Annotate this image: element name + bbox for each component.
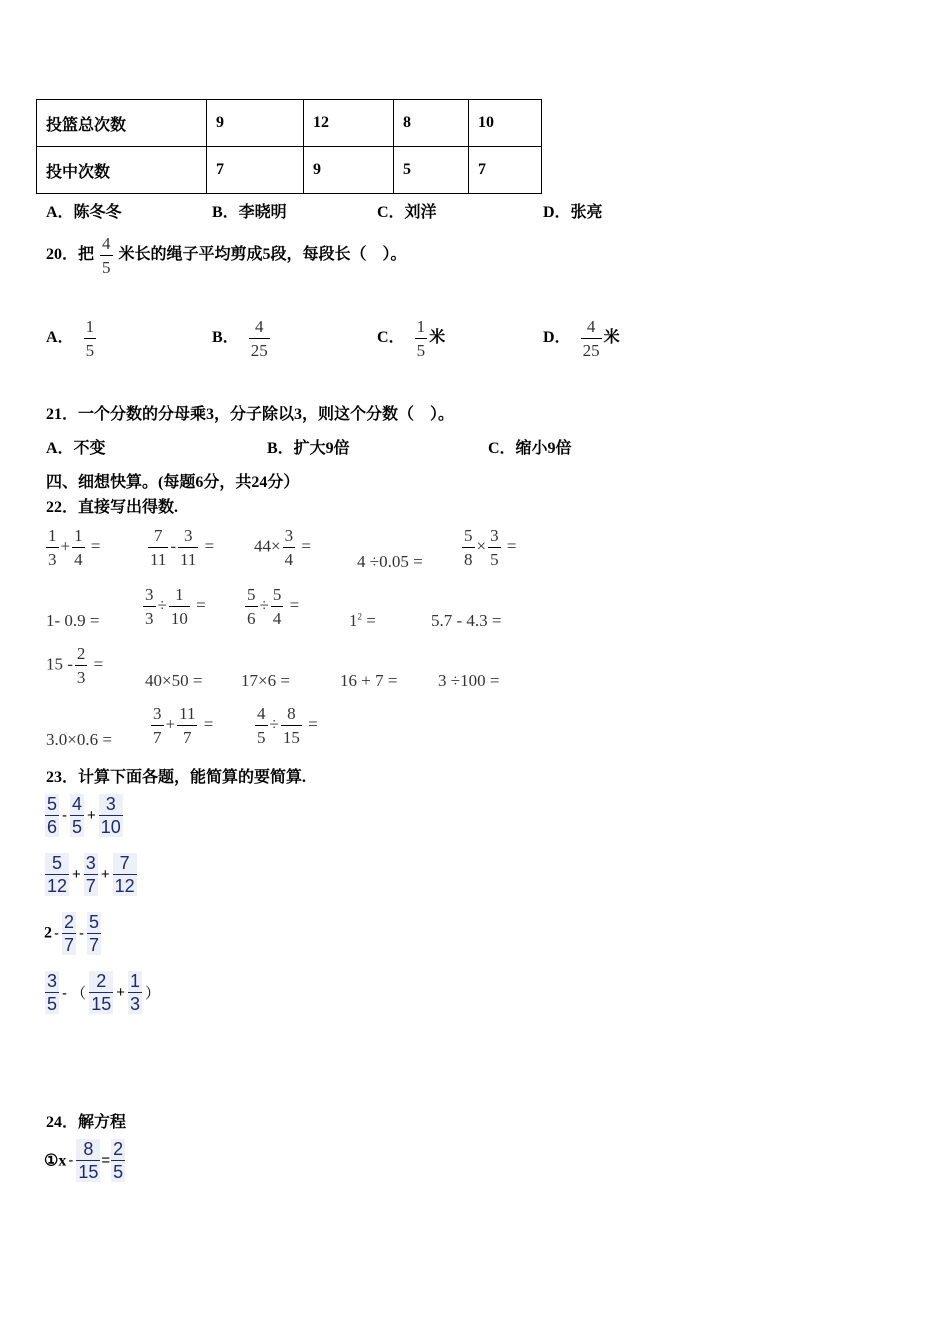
table-cell: 7: [207, 147, 304, 194]
q22-title: 22．直接写出得数.: [46, 499, 179, 516]
expression: $\frac{5}{6}$ ÷ $\frac{5}{4}$ =: [247, 585, 300, 628]
q21-option-a: A．不变: [46, 440, 106, 457]
table-cell: 8: [394, 100, 469, 147]
q20-number: 20．把: [46, 246, 95, 264]
table-cell: 9: [207, 100, 304, 147]
table-cell: 9: [304, 147, 394, 194]
expression: $\frac{5}{6}$ - $\frac{4}{5}$ + $\frac{3}{10}$: [47, 794, 121, 837]
expression: $\frac{5}{12}$ + $\frac{3}{7}$ + $\frac{7}{12}$: [47, 853, 135, 896]
table-cell: 5: [394, 147, 469, 194]
q23-title: 23．计算下面各题，能简算的要简算.: [46, 769, 307, 786]
fraction: $\frac{4}{5}$: [102, 234, 111, 277]
expression: $\frac{3}{3}$ ÷ $\frac{1}{10}$ =: [145, 585, 206, 628]
table-cell: 12: [304, 100, 394, 147]
expression: 3.0×0.6 =: [46, 730, 112, 749]
expression: 17×6 =: [241, 671, 290, 690]
expression: $1^2$ =: [349, 611, 376, 630]
shooting-stats-table: [36, 99, 542, 194]
expression: 40×50 =: [145, 671, 203, 690]
expression: $\frac{3}{5}$ - （ $\frac{2}{15}$ + $\frac{1}{3}$ ）: [47, 971, 161, 1014]
expression: 44× $\frac{3}{4}$ =: [254, 526, 311, 569]
q21-question: 21．一个分数的分母乘3，分子除以3，则这个分数（ ）。: [46, 406, 455, 423]
expression: 16 + 7 =: [340, 671, 398, 690]
q20-question: [46, 235, 407, 276]
expression: $\frac{4}{5}$ ÷ $\frac{8}{15}$ =: [257, 704, 318, 747]
q19-option-b: B．李晓明: [212, 204, 287, 221]
expression: 5.7 - 4.3 =: [431, 611, 502, 630]
table-row: [37, 100, 542, 147]
q19-option-d: D．张亮: [543, 204, 603, 221]
q20-text: 米长的绳子平均剪成5段，每段长（ ）。: [118, 246, 407, 264]
fraction: $\frac{1}{5}$: [416, 317, 426, 360]
q21-option-c: C．缩小9倍: [488, 440, 572, 457]
fraction: $\frac{1}{5}$: [85, 317, 95, 360]
q20-option-c: C． $\frac{1}{5}$ 米: [377, 317, 446, 360]
table-cell: 投篮总次数: [37, 100, 207, 147]
table-cell: 10: [469, 100, 542, 147]
fraction: $\frac{4}{25}$: [250, 317, 268, 360]
q20-option-b: B． $\frac{4}{25}$: [212, 317, 268, 360]
section-title: 四、细想快算。(每题6分，共24分）: [46, 474, 300, 491]
expression: 4 ÷0.05 =: [357, 552, 423, 571]
fraction: $\frac{4}{25}$: [582, 317, 600, 360]
expression: $\frac{3}{7}$ + $\frac{11}{7}$ =: [153, 704, 214, 747]
q19-option-a: A．陈冬冬: [46, 204, 122, 221]
table-cell: 7: [469, 147, 542, 194]
expression: 1- 0.9 =: [46, 611, 100, 630]
table-row: [37, 147, 542, 194]
q19-option-c: C．刘洋: [377, 204, 437, 221]
expression: 2 - $\frac{2}{7}$ - $\frac{5}{7}$: [44, 912, 100, 955]
expression: 3 ÷100 =: [438, 671, 500, 690]
q24-title: 24．解方程: [46, 1114, 127, 1131]
q20-option-a: A． $\frac{1}{5}$: [46, 317, 95, 360]
expression: 15 - $\frac{2}{3}$ =: [46, 644, 104, 687]
expression: $\frac{5}{8}$ × $\frac{3}{5}$ =: [464, 526, 517, 569]
expression: $\frac{1}{3}$ + $\frac{1}{4}$ =: [48, 526, 101, 569]
equation: ①x - $\frac{8}{15}$ = $\frac{2}{5}$: [44, 1139, 124, 1182]
q21-option-b: B．扩大9倍: [267, 440, 350, 457]
expression: $\frac{7}{11}$ - $\frac{3}{11}$ =: [150, 526, 215, 569]
q20-option-d: D． $\frac{4}{25}$ 米: [543, 317, 620, 360]
table-cell: 投中次数: [37, 147, 207, 194]
